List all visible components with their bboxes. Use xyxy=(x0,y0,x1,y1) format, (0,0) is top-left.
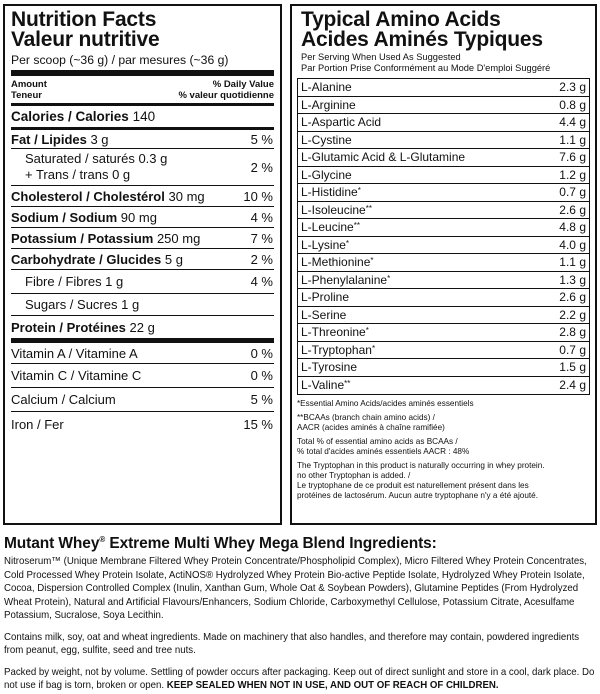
storage-warning: KEEP SEALED WHEN NOT IN USE, AND OUT OF REACH OF CHILDREN. xyxy=(166,680,499,691)
amino-acid-name xyxy=(301,133,352,147)
amino-acid-name xyxy=(301,203,372,217)
note-bcaa-line-2: AACR (acides aminés à chaîne ramifiée) xyxy=(297,423,445,432)
ingredients-title xyxy=(4,531,596,553)
amino-acid-table xyxy=(297,78,590,395)
amino-acid-amount: 1.5 g xyxy=(559,360,586,375)
fat-value: 3 g xyxy=(90,131,109,147)
amino-acid-name-text: L-Phenylalanine xyxy=(301,272,388,287)
amino-acid-footnote-mark: ** xyxy=(353,221,360,231)
amino-acid-name-text: L-Threonine xyxy=(301,325,366,340)
amino-acid-row xyxy=(298,237,589,255)
amino-acid-name-text: L-Histidine xyxy=(301,185,358,200)
note-bcaa-line-1: **BCAAs (branch chain amino acids) / xyxy=(297,413,435,422)
amino-notes xyxy=(297,399,590,501)
amount-header-en: Amount xyxy=(11,79,47,90)
fat-label: Fat / Lipides xyxy=(11,131,87,147)
amino-acid-row xyxy=(298,167,589,185)
amino-acid-amount: 1.3 g xyxy=(559,272,586,287)
note-total-line-2: % total d'acides aminés essentiels AACR : 48% xyxy=(297,447,470,456)
dv-header-en: % Daily Value xyxy=(212,79,274,90)
amino-acid-amount: 0.8 g xyxy=(559,97,586,112)
amino-acid-amount: 7.6 g xyxy=(559,150,586,165)
amino-acid-footnote-mark: * xyxy=(365,326,369,336)
ingredients-title-rest: Extreme Multi Whey Mega Blend Ingredients: xyxy=(105,535,437,552)
amino-acid-footnote-mark: * xyxy=(387,273,391,283)
amino-acid-name-text: L-Cystine xyxy=(301,132,352,147)
amino-acid-row xyxy=(298,202,589,220)
calcium-label: Calcium / Calcium xyxy=(11,392,116,407)
amino-acid-amount: 4.4 g xyxy=(559,115,586,130)
amino-acids-panel xyxy=(290,4,597,525)
vitamin-a-dv: 0 % xyxy=(250,345,273,361)
vitamin-c-row xyxy=(11,364,274,388)
vitamin-c-dv: 0 % xyxy=(250,368,273,383)
amino-acid-amount: 1.1 g xyxy=(559,132,586,147)
vitamin-a-row xyxy=(11,338,274,364)
calcium-dv: 5 % xyxy=(250,392,273,407)
amino-acid-name xyxy=(301,115,381,129)
amino-acid-row xyxy=(298,272,589,290)
amino-acid-name-text: L-Leucine xyxy=(301,220,354,235)
fibre-row xyxy=(11,270,274,294)
amino-acid-name-text: L-Isoleucine xyxy=(301,202,366,217)
allergen-statement: Contains milk, soy, oat and wheat ingredients. Made on machinery that also handles, and therefore may contain, powdered ingredients from peanut, egg, sulfite, seed and tree nuts. xyxy=(4,631,580,656)
cholesterol-dv: 10 % xyxy=(243,188,273,204)
packing-statement xyxy=(4,666,596,693)
amino-acid-name xyxy=(301,255,374,269)
amino-acid-name xyxy=(301,273,390,287)
amino-acid-row xyxy=(298,359,589,377)
amino-acid-name xyxy=(301,80,352,94)
amino-acid-name-text: L-Alanine xyxy=(301,80,352,95)
amino-serving-fr: Par Portion Prise Conformément au Mode D'emploi Suggéré xyxy=(301,63,551,73)
amino-acid-row xyxy=(298,289,589,307)
amino-acid-name xyxy=(301,238,349,252)
saturated-trans-row xyxy=(11,149,274,186)
amino-acid-row xyxy=(298,219,589,237)
amino-acid-name xyxy=(301,220,360,234)
amino-acid-row xyxy=(298,79,589,97)
vitamin-c-label: Vitamin C / Vitamine C xyxy=(11,368,142,383)
amount-header-row xyxy=(11,76,274,101)
amino-acid-footnote-mark: ** xyxy=(344,379,351,389)
note-tryptophan-line-1: The Tryptophan in this product is naturally occurring in whey protein. xyxy=(297,461,545,470)
amino-acid-amount: 4.0 g xyxy=(559,237,586,252)
amino-serving-en: Per Serving When Used As Suggested xyxy=(301,52,461,62)
amino-acid-name xyxy=(301,325,369,339)
sodium-value: 90 mg xyxy=(120,209,157,225)
amino-acid-footnote-mark: * xyxy=(370,256,374,266)
calories-row xyxy=(11,106,274,128)
potassium-row xyxy=(11,228,274,249)
ingredients-section xyxy=(4,531,596,693)
fibre-dv: 4 % xyxy=(250,274,273,289)
iron-label: Iron / Fer xyxy=(11,416,64,432)
cholesterol-row xyxy=(11,186,274,207)
saturated-trans-dv: 2 % xyxy=(250,159,273,175)
amino-acid-footnote-mark: * xyxy=(357,186,361,196)
amino-acid-name xyxy=(301,290,349,304)
calories-label: Calories / Calories xyxy=(11,109,129,124)
amount-header-fr: Teneur xyxy=(11,90,42,101)
amino-acid-name xyxy=(301,185,361,199)
amino-acid-amount: 2.6 g xyxy=(559,202,586,217)
amino-acid-row xyxy=(298,184,589,202)
amino-acid-amount: 0.7 g xyxy=(559,185,586,200)
amino-acid-row xyxy=(298,132,589,150)
sugars-row xyxy=(11,294,274,316)
amino-acid-name-text: L-Proline xyxy=(301,290,350,305)
iron-row xyxy=(11,412,274,436)
nutrition-title-fr: Valeur nutritive xyxy=(11,28,160,51)
amino-acid-name-text: L-Lysine xyxy=(301,237,346,252)
sodium-label: Sodium / Sodium xyxy=(11,209,118,225)
amino-acid-row xyxy=(298,342,589,360)
amino-acid-amount: 2.8 g xyxy=(559,325,586,340)
cholesterol-label: Cholesterol / Cholestérol xyxy=(11,188,165,204)
ingredients-list: Nitroserum™ (Unique Membrane Filtered Whey Protein Concentrate/Phospholipid Complex), Micro Filtered Whey Protein Concentrates, Cold Processed Whey Protein Isolate, ActiNOS® Hydrolyzed Whey Protein Bio-active Peptide Isolate, Hydrolyzed Whey Protein Isolate, Cocoa, Dispersion Controlled Complex (Inulin, Xanthan Gum, Whole Oat & Soybean Powders), Glutamine Peptides (From Hydrolyzed Wheat Protein), Natural and Artificial Flavours/Enhancers, Sodium Chloride, Carboxymethyl Cellulose, Potassium Citrate, Acesulfame Potassium, Sucralose, Soya Lecithin. xyxy=(4,556,587,621)
note-total-line-1: Total % of essential amino acids as BCAAs / xyxy=(297,437,458,446)
amino-acid-row xyxy=(298,254,589,272)
amino-acid-footnote-mark: ** xyxy=(365,203,372,213)
serving-size: Per scoop (~36 g) / par mesures (~36 g) xyxy=(11,53,229,67)
amino-acid-amount: 0.7 g xyxy=(559,342,586,357)
calories-value: 140 xyxy=(132,109,156,124)
amino-acid-footnote-mark: * xyxy=(371,343,376,353)
carbohydrate-row xyxy=(11,249,274,270)
vitamin-a-label: Vitamin A / Vitamine A xyxy=(11,345,138,361)
saturated-label: Saturated / saturés 0.3 g xyxy=(25,151,168,166)
note-tryptophan-line-2: no other Tryptophan is added. / xyxy=(297,471,411,480)
note-tryptophan-line-3: Le tryptophane de ce produit est naturellement présent dans les xyxy=(297,481,529,490)
nutrition-facts-panel xyxy=(3,4,282,525)
dv-header-fr: % valeur quotidienne xyxy=(178,90,274,101)
nutrition-title-en: Nutrition Facts xyxy=(11,8,157,31)
protein-row xyxy=(11,316,274,338)
note-tryptophan-line-4: protéines de lactosérum. Aucun autre tryptophane n'y a été ajouté. xyxy=(297,491,538,500)
sugars-label: Sugars / Sucres 1 g xyxy=(25,297,140,312)
amino-acid-name xyxy=(301,360,357,374)
amino-acid-row xyxy=(298,114,589,132)
sodium-row xyxy=(11,207,274,228)
amino-title-en: Typical Amino Acids xyxy=(301,8,501,31)
amino-acid-name xyxy=(301,343,375,357)
amino-acid-row xyxy=(298,377,589,395)
amino-acid-row xyxy=(298,307,589,325)
note-essential: *Essential Amino Acids/acides aminés essentiels xyxy=(297,399,474,408)
amino-acid-name-text: L-Aspartic Acid xyxy=(301,115,382,130)
amino-acid-name-text: L-Glutamic Acid & L-Glutamine xyxy=(301,150,466,165)
fat-dv: 5 % xyxy=(250,131,273,147)
trans-label: + Trans / trans 0 g xyxy=(25,167,131,182)
amino-acid-name-text: L-Tryptophan xyxy=(301,342,372,357)
amino-title-fr: Acides Aminés Typiques xyxy=(301,28,543,51)
amino-acid-row xyxy=(298,324,589,342)
amino-acid-name xyxy=(301,168,352,182)
calcium-row xyxy=(11,388,274,412)
potassium-value: 250 mg xyxy=(156,230,201,246)
amino-acid-name xyxy=(301,378,350,392)
amino-acid-row xyxy=(298,149,589,167)
amino-acid-amount: 2.6 g xyxy=(559,290,586,305)
carbohydrate-label: Carbohydrate / Glucides xyxy=(11,251,162,267)
amino-acid-amount: 1.1 g xyxy=(559,255,586,270)
iron-dv: 15 % xyxy=(243,416,273,432)
amino-acid-name xyxy=(301,98,356,112)
protein-label: Protein / Protéines xyxy=(11,319,126,335)
amino-acid-amount: 1.2 g xyxy=(559,167,586,182)
amino-acid-name-text: L-Methionine xyxy=(301,255,371,270)
registered-mark: ® xyxy=(99,535,106,544)
amino-acid-name xyxy=(301,308,346,322)
amino-acid-amount: 2.3 g xyxy=(559,80,586,95)
potassium-dv: 7 % xyxy=(250,230,273,246)
amino-acid-name-text: L-Arginine xyxy=(301,97,356,112)
amino-acid-amount: 4.8 g xyxy=(559,220,586,235)
cholesterol-value: 30 mg xyxy=(168,188,205,204)
amino-acid-footnote-mark: * xyxy=(345,238,350,248)
carbohydrate-dv: 2 % xyxy=(250,251,273,267)
amino-acid-name xyxy=(301,150,465,164)
fibre-label: Fibre / Fibres 1 g xyxy=(25,274,124,289)
amino-acid-amount: 2.4 g xyxy=(559,378,586,393)
amino-acid-name-text: L-Glycine xyxy=(301,167,352,182)
fat-row xyxy=(11,128,274,149)
amino-acid-amount: 2.2 g xyxy=(559,307,586,322)
amino-acid-name-text: L-Tyrosine xyxy=(301,360,358,375)
sodium-dv: 4 % xyxy=(250,209,273,225)
protein-value: 22 g xyxy=(129,319,155,335)
carbohydrate-value: 5 g xyxy=(164,251,183,267)
packing-text: Packed by weight, not by volume. Settling of powder occurs after packaging. Keep out of direct sunlight and store in a cool, dark place. Do not use if bag is torn, broken or open. xyxy=(4,666,595,691)
potassium-label: Potassium / Potassium xyxy=(11,230,154,246)
brand-name: Mutant Whey xyxy=(4,535,100,552)
amino-acid-name-text: L-Serine xyxy=(301,307,347,322)
amino-acid-row xyxy=(298,97,589,115)
amino-acid-name-text: L-Valine xyxy=(301,378,345,393)
